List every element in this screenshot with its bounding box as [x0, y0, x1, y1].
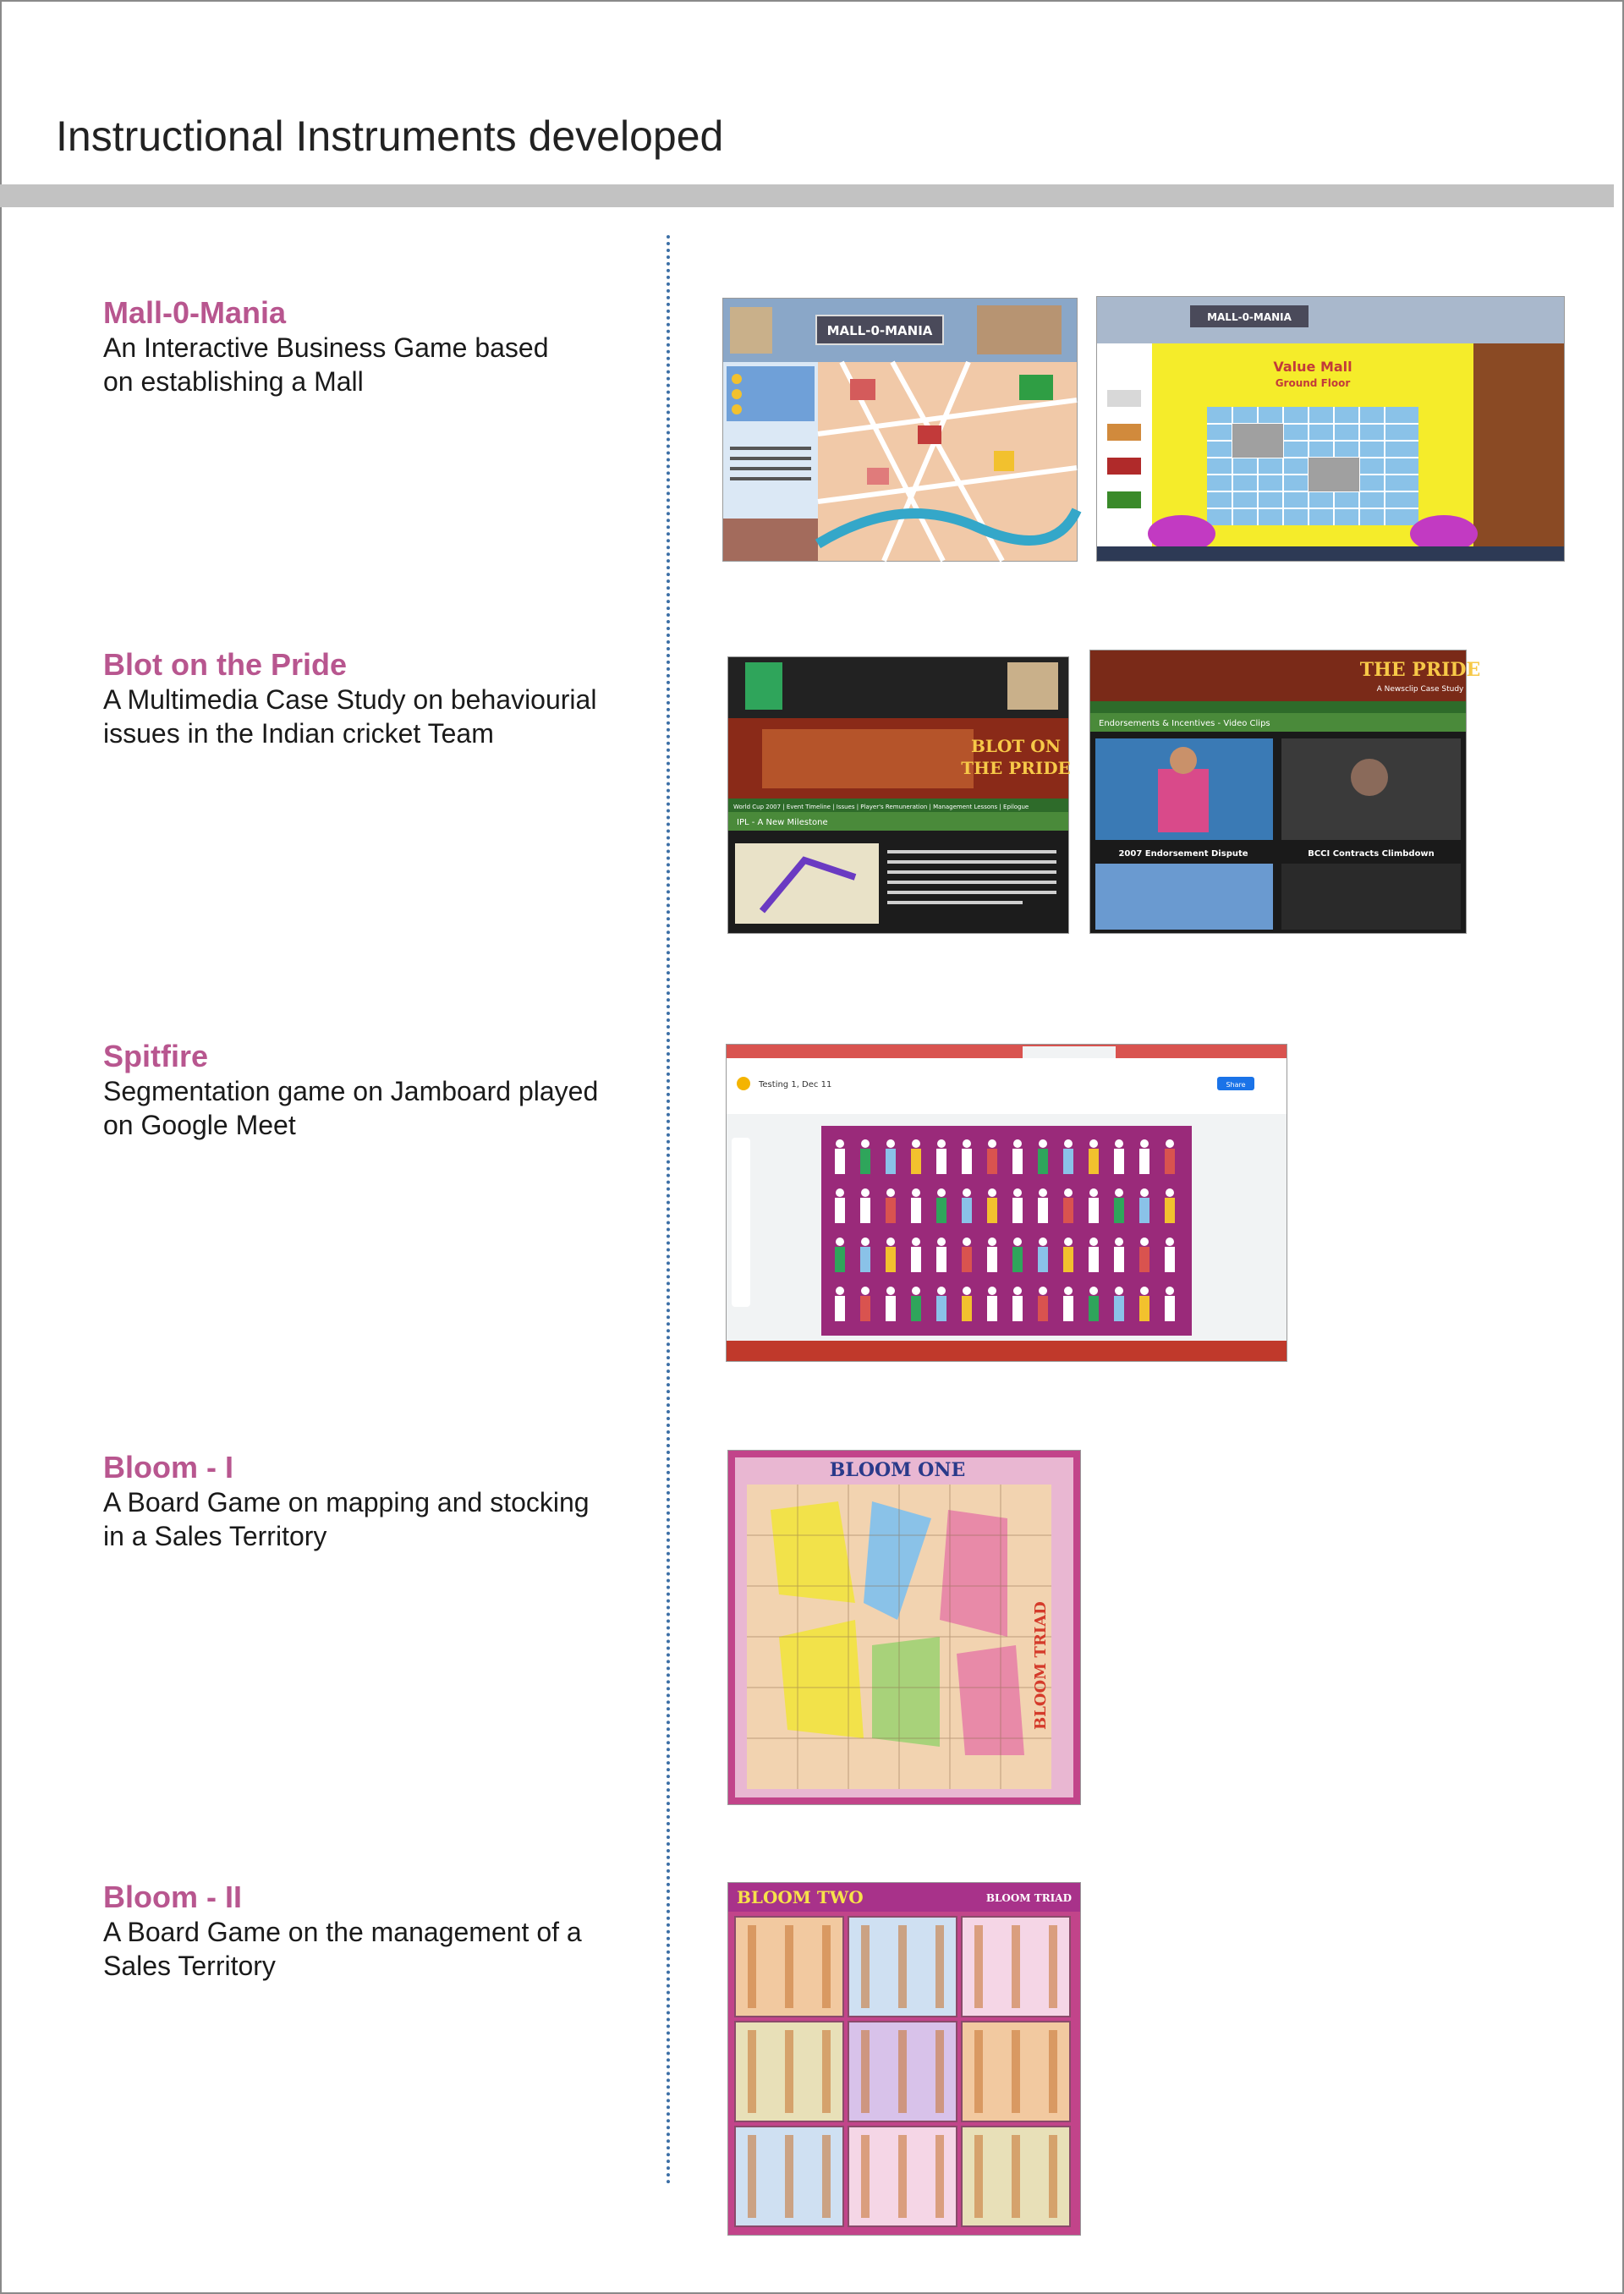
figure-body	[1089, 1247, 1099, 1272]
item-description-line: A Board Game on the management of a	[103, 1917, 582, 1947]
figure-head	[988, 1188, 996, 1197]
figure-body	[1063, 1149, 1073, 1174]
figure-body	[1139, 1198, 1149, 1223]
blot-on-the-pride-screenshot	[727, 656, 1069, 934]
figure-head	[937, 1287, 946, 1295]
figure-head	[1039, 1238, 1047, 1246]
figure-head	[1089, 1188, 1098, 1197]
blot-nav-text: World Cup 2007 | Event Timeline | Issues | Player's Remuneration | Management Lessons | Epilogue	[733, 804, 1029, 810]
figure-body	[835, 1198, 845, 1223]
figure-head	[963, 1188, 971, 1197]
figure-body	[860, 1198, 870, 1223]
value-mall-title: Value Mall	[1273, 359, 1352, 375]
item-name: Spitfire	[103, 1039, 209, 1073]
figure-head	[1013, 1139, 1022, 1148]
bloom-two-triad-label: BLOOM TRIAD	[985, 1892, 1072, 1904]
figure-head	[1064, 1139, 1073, 1148]
figure-body	[1089, 1149, 1099, 1174]
item-blot-on-the-pride	[103, 647, 661, 750]
figure-body	[1089, 1198, 1099, 1223]
figure-body	[936, 1149, 946, 1174]
figure-body	[987, 1247, 997, 1272]
figure-head	[1089, 1238, 1098, 1246]
title-underline-bar	[0, 184, 1614, 207]
figure-head	[1140, 1188, 1149, 1197]
figure-head	[1039, 1287, 1047, 1295]
figure-body	[987, 1296, 997, 1321]
figure-body	[860, 1247, 870, 1272]
pride-clip2-label: BCCI Contracts Climbdown	[1308, 849, 1435, 859]
figure-head	[1166, 1139, 1174, 1148]
figure-head	[1115, 1188, 1123, 1197]
figure-head	[836, 1139, 844, 1148]
figure-body	[1139, 1296, 1149, 1321]
figure-head	[1115, 1287, 1123, 1295]
bloom-two-board-screenshot	[727, 1882, 1081, 2236]
item-mall-0-mania	[103, 295, 661, 398]
figure-body	[1165, 1296, 1175, 1321]
figure-body	[1012, 1198, 1023, 1223]
figure-head	[937, 1188, 946, 1197]
figure-head	[1140, 1287, 1149, 1295]
pride-title: THE PRIDE	[1359, 659, 1481, 681]
item-name: Blot on the Pride	[103, 647, 347, 682]
pride-clip1-label: 2007 Endorsement Dispute	[1118, 849, 1248, 859]
mall-map-screenshot	[722, 298, 1078, 562]
figure-body	[835, 1247, 845, 1272]
figure-body	[911, 1296, 921, 1321]
figure-head	[963, 1238, 971, 1246]
figure-head	[1115, 1238, 1123, 1246]
figure-head	[886, 1139, 895, 1148]
figure-head	[861, 1287, 870, 1295]
figure-body	[835, 1296, 845, 1321]
item-description-line: in a Sales Territory	[103, 1521, 327, 1551]
figure-head	[963, 1139, 971, 1148]
figure-head	[886, 1188, 895, 1197]
value-mall-logo-text: MALL-0-MANIA	[1207, 311, 1292, 323]
dotted-divider	[667, 235, 670, 2186]
figure-head	[1013, 1238, 1022, 1246]
figure-body	[835, 1149, 845, 1174]
figure-head	[1064, 1188, 1073, 1197]
item-bloom-ii	[103, 1880, 661, 1983]
figure-body	[1038, 1149, 1048, 1174]
jamboard-share-button: Share	[1226, 1081, 1246, 1089]
bloom-one-title: BLOOM ONE	[829, 1459, 966, 1481]
item-description-line: A Board Game on mapping and stocking	[103, 1487, 590, 1517]
figure-body	[1038, 1198, 1048, 1223]
figure-body	[936, 1247, 946, 1272]
bloom-one-board-screenshot	[727, 1450, 1081, 1805]
page-title: Instructional Instruments developed	[56, 113, 724, 160]
jamboard-doc-title: Testing 1, Dec 11	[759, 1080, 832, 1089]
bloom-one-triad-label: BLOOM TRIAD	[1032, 1601, 1050, 1730]
figure-head	[1115, 1139, 1123, 1148]
figure-body	[886, 1296, 896, 1321]
figure-body	[936, 1296, 946, 1321]
figure-head	[912, 1188, 920, 1197]
blot-title-line1: BLOT ON	[971, 736, 1061, 756]
the-pride-video-screenshot	[1089, 650, 1481, 934]
blot-title-line2: THE PRIDE	[961, 758, 1071, 778]
figure-body	[1063, 1198, 1073, 1223]
figure-head	[1166, 1287, 1174, 1295]
item-description-line: on establishing a Mall	[103, 366, 364, 397]
item-description	[103, 331, 661, 398]
figure-body	[911, 1247, 921, 1272]
item-description	[103, 1074, 661, 1142]
figure-body	[1063, 1247, 1073, 1272]
item-description-line: Sales Territory	[103, 1951, 276, 1981]
figure-head	[861, 1139, 870, 1148]
figure-body	[1012, 1247, 1023, 1272]
figure-head	[1064, 1287, 1073, 1295]
figure-head	[1140, 1139, 1149, 1148]
item-description	[103, 1915, 661, 1983]
figure-body	[987, 1149, 997, 1174]
figure-body	[987, 1198, 997, 1223]
figure-head	[1166, 1188, 1174, 1197]
item-description-line: on Google Meet	[103, 1110, 296, 1140]
figure-head	[836, 1238, 844, 1246]
figure-body	[911, 1149, 921, 1174]
item-spitfire	[103, 1039, 661, 1142]
item-description-line: issues in the Indian cricket Team	[103, 718, 494, 749]
figure-body	[1038, 1296, 1048, 1321]
figure-body	[860, 1296, 870, 1321]
value-mall-screenshot	[1096, 296, 1565, 562]
item-description	[103, 683, 661, 750]
figure-head	[912, 1238, 920, 1246]
figure-head	[861, 1238, 870, 1246]
figure-body	[1114, 1149, 1124, 1174]
figure-body	[1114, 1247, 1124, 1272]
figure-head	[1039, 1188, 1047, 1197]
item-name: Bloom - I	[103, 1450, 233, 1485]
figure-head	[912, 1287, 920, 1295]
figure-body	[962, 1198, 972, 1223]
figure-head	[886, 1238, 895, 1246]
figure-body	[1139, 1149, 1149, 1174]
pride-subtitle: Endorsements & Incentives - Video Clips	[1099, 719, 1270, 728]
figure-head	[988, 1287, 996, 1295]
figure-head	[988, 1238, 996, 1246]
figure-head	[1089, 1287, 1098, 1295]
figure-body	[1012, 1149, 1023, 1174]
figure-head	[937, 1139, 946, 1148]
figure-head	[836, 1188, 844, 1197]
figure-head	[1013, 1188, 1022, 1197]
figure-body	[1063, 1296, 1073, 1321]
item-name: Mall-0-Mania	[103, 295, 287, 330]
figure-body	[886, 1149, 896, 1174]
mall-logo-text: MALL-0-MANIA	[826, 323, 933, 338]
item-description-line: An Interactive Business Game based	[103, 332, 549, 363]
figure-body	[1038, 1247, 1048, 1272]
figure-body	[962, 1247, 972, 1272]
figure-body	[1012, 1296, 1023, 1321]
bloom-two-tile-grid	[735, 1917, 1070, 2226]
figure-body	[886, 1198, 896, 1223]
pride-tagline: A Newsclip Case Study	[1376, 685, 1464, 694]
figure-head	[1039, 1139, 1047, 1148]
item-description	[103, 1485, 661, 1553]
figure-body	[911, 1198, 921, 1223]
figure-body	[1165, 1149, 1175, 1174]
blot-milestone-text: IPL - A New Milestone	[737, 818, 828, 827]
bloom-two-title: BLOOM TWO	[737, 1887, 864, 1907]
figure-body	[1165, 1247, 1175, 1272]
figure-head	[836, 1287, 844, 1295]
figure-head	[963, 1287, 971, 1295]
figure-body	[936, 1198, 946, 1223]
figure-body	[886, 1247, 896, 1272]
figure-body	[962, 1296, 972, 1321]
item-description-line: Segmentation game on Jamboard played	[103, 1076, 599, 1106]
figure-head	[861, 1188, 870, 1197]
figure-body	[1114, 1296, 1124, 1321]
value-mall-subtitle: Ground Floor	[1275, 377, 1351, 389]
figure-body	[962, 1149, 972, 1174]
item-bloom-i	[103, 1450, 661, 1553]
figure-head	[937, 1238, 946, 1246]
figure-head	[1064, 1238, 1073, 1246]
figure-head	[1089, 1139, 1098, 1148]
figure-body	[1165, 1198, 1175, 1223]
figure-head	[886, 1287, 895, 1295]
spitfire-jamboard-screenshot	[726, 1044, 1287, 1362]
item-name: Bloom - II	[103, 1880, 242, 1914]
figure-body	[1089, 1296, 1099, 1321]
figure-body	[860, 1149, 870, 1174]
figure-head	[988, 1139, 996, 1148]
figure-head	[1166, 1238, 1174, 1246]
item-description-line: A Multimedia Case Study on behaviourial	[103, 684, 597, 715]
figure-body	[1114, 1198, 1124, 1223]
figure-body	[1139, 1247, 1149, 1272]
figure-head	[912, 1139, 920, 1148]
figure-head	[1140, 1238, 1149, 1246]
figure-head	[1013, 1287, 1022, 1295]
